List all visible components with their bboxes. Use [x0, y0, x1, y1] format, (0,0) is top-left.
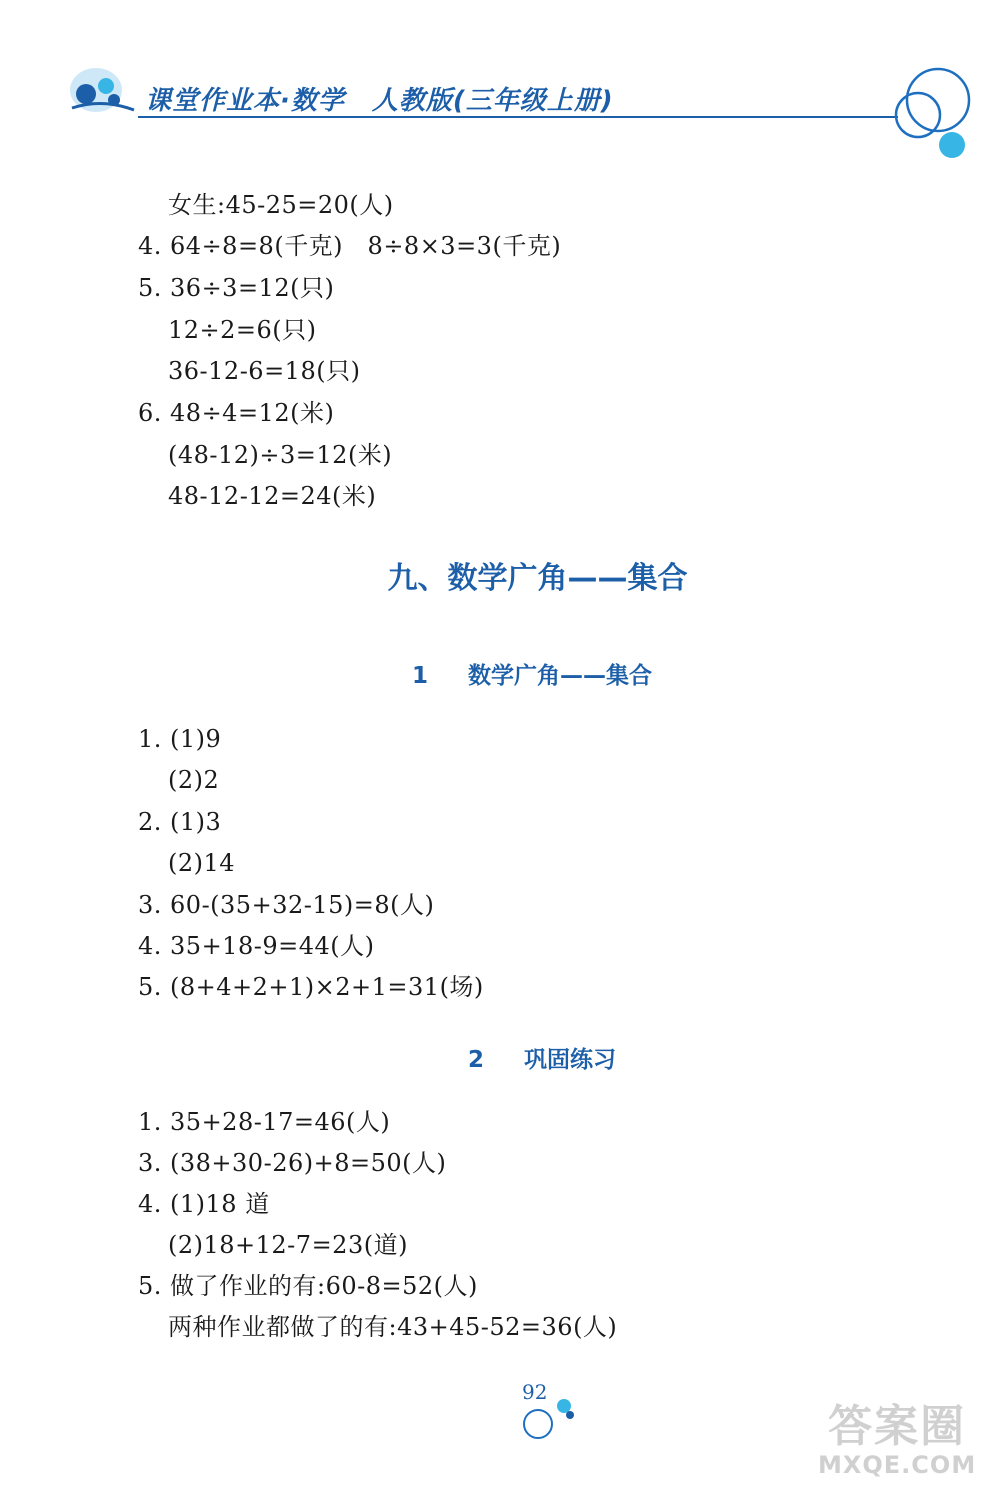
answer-line: 12÷2=6(只)	[168, 316, 317, 344]
answer-line: 两种作业都做了的有:43+45-52=36(人)	[168, 1313, 618, 1341]
answer-line: 1. 35+28-17=46(人)	[138, 1108, 391, 1136]
answer-line: 48-12-12=24(米)	[168, 482, 377, 510]
answer-line: 4. 64÷8=8(千克) 8÷8×3=3(千克)	[138, 232, 562, 260]
header-title: 课堂作业本·数学 人教版(三年级上册)	[145, 86, 614, 116]
answer-line: (2)2	[168, 766, 220, 794]
answer-line: 5. 做了作业的有:60-8=52(人)	[138, 1272, 478, 1300]
answer-line: 5. (8+4+2+1)×2+1=31(场)	[138, 973, 484, 1001]
section-title: 九、数学广角——集合	[387, 561, 688, 596]
answer-line: (2)18+12-7=23(道)	[168, 1231, 408, 1259]
answer-line: 4. (1)18 道	[138, 1190, 270, 1218]
answer-line: 3. (38+30-26)+8=50(人)	[138, 1149, 447, 1177]
answer-line: (48-12)÷3=12(米)	[168, 441, 393, 469]
answer-line: 1. (1)9	[138, 725, 222, 753]
answer-line: 5. 36÷3=12(只)	[138, 274, 335, 302]
answer-line: 女生:45-25=20(人)	[168, 191, 394, 219]
answer-line: (2)14	[168, 849, 236, 877]
part2-number: 2	[468, 1047, 485, 1073]
page-header	[0, 0, 1000, 180]
watermark-logo-text: 答案圈	[828, 1401, 967, 1452]
watermark	[818, 1401, 977, 1479]
part1-heading	[412, 657, 652, 690]
answer-line: 2. (1)3	[138, 808, 222, 836]
header-divider	[138, 116, 898, 118]
footer-circles-icon	[518, 1388, 588, 1448]
answer-line: 36-12-6=18(只)	[168, 357, 361, 385]
answer-line: 3. 60-(35+32-15)=8(人)	[138, 891, 435, 919]
watermark-url: MXQE.COM	[818, 1451, 977, 1479]
header-rings-icon	[880, 60, 980, 170]
answer-line: 4. 35+18-9=44(人)	[138, 932, 375, 960]
answer-line: 6. 48÷4=12(米)	[138, 399, 335, 427]
header-logo-icon	[62, 58, 142, 118]
part2-heading	[468, 1041, 616, 1074]
part1-title: 数学广角——集合	[468, 663, 653, 689]
page-number: 92	[522, 1380, 548, 1404]
part2-title: 巩固练习	[524, 1047, 617, 1073]
part1-number: 1	[412, 663, 429, 689]
